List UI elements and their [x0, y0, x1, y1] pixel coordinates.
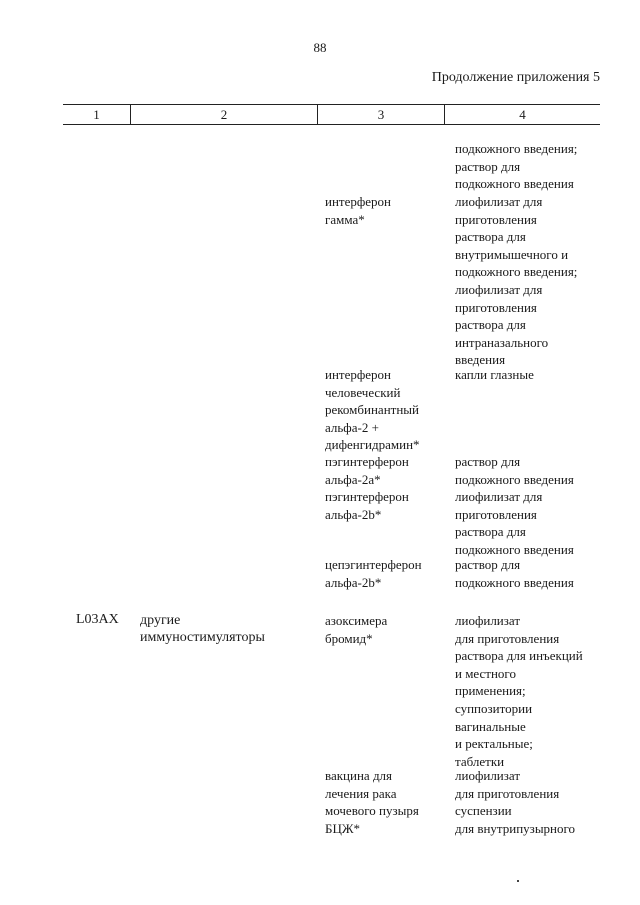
- drug-name: интерферон гамма*: [325, 194, 392, 227]
- dosage-form: лиофилизат для приготовления раствора для подкожного введения: [455, 489, 574, 557]
- drug-name: интерферон человеческий рекомбинантный альфа-2 + дифенгидрамин*: [325, 367, 420, 453]
- scan-mark: [517, 880, 519, 882]
- dosage-form: лиофилизат для приготовления раствора для внутримышечного и подкожного введения; лиофилизат для приготовления раствора для интраназального введения: [455, 194, 578, 368]
- column-number-2: 2: [220, 107, 228, 122]
- dosage-form: капли глазные: [455, 367, 534, 382]
- dosage-form-continued: подкожного введения; раствор для подкожного введения: [455, 141, 578, 192]
- dosage-form: лиофилизат для приготовления раствора для инъекций и местного применения; суппозитории вагинальные и ректальные; таблетки: [455, 613, 583, 769]
- drug-name: азоксимера бромид*: [325, 613, 388, 646]
- column-number-header: [63, 104, 600, 125]
- drug-name: пэгинтерферон альфа-2а*: [325, 454, 409, 487]
- column-number-4: 4: [519, 107, 526, 122]
- drug-name: цепэгинтерферон альфа-2b*: [325, 557, 422, 590]
- column-number-3: 3: [377, 107, 385, 122]
- atc-group-name: другие иммуностимуляторы: [140, 613, 265, 645]
- continuation-title: Продолжение приложения 5: [431, 70, 600, 85]
- dosage-form: лиофилизат для приготовления суспензии для внутрипузырного: [455, 768, 576, 836]
- atc-code: L03AX: [76, 612, 119, 627]
- page-number: 88: [313, 40, 327, 55]
- dosage-form: раствор для подкожного введения: [455, 557, 574, 590]
- drug-name: вакцина для лечения рака мочевого пузыря БЦЖ*: [325, 768, 419, 836]
- column-number-1: 1: [93, 107, 100, 122]
- dosage-form: раствор для подкожного введения: [455, 454, 574, 487]
- drug-name: пэгинтерферон альфа-2b*: [325, 489, 409, 522]
